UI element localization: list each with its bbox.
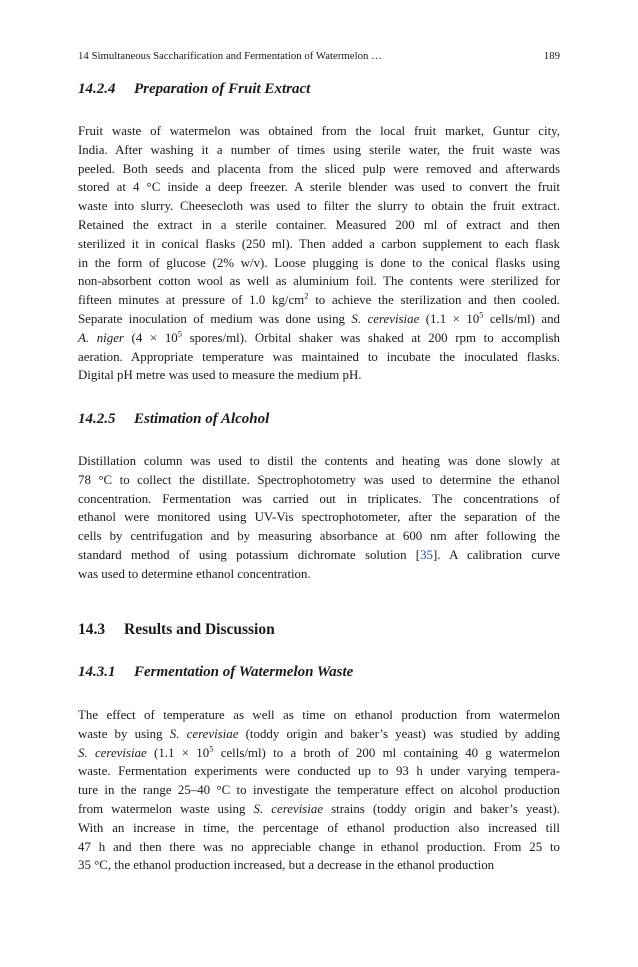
text-line: waste. Fermentation experiments were conducted up to 93 h under varying tempera-	[78, 764, 560, 779]
citation-link[interactable]: 35	[420, 547, 433, 562]
section-number: 14.2.4	[78, 81, 116, 97]
text-line: cells by centrifugation and by measuring absorbance at 600 nm after following the	[78, 529, 560, 544]
text-line: stored at 4 °C inside a deep freezer. A sterile blender was used to convert the fruit	[78, 180, 560, 195]
text-line: Fruit waste of watermelon was obtained from the local fruit market, Guntur city,	[78, 124, 560, 138]
text-line: waste into slurry. Cheesecloth was used to filter the slurry to obtain the fruit extract.	[78, 199, 560, 214]
section-heading-14-2-4	[78, 81, 310, 98]
paragraph-fermentation	[78, 706, 560, 875]
paragraph-fruit-extract	[78, 122, 560, 385]
section-heading-14-3-1	[78, 664, 353, 681]
text-line: S. cerevisiae ($1.1 \times 10^5$ cells/ml) to a broth of 200 ml containing 40 g watermelon	[78, 743, 560, 760]
text-line: A. niger ($4 \times 10^5$ spores/ml). Orbital shaker was shaked at 200 rpm to accomplish	[78, 328, 560, 345]
text-line: India. After washing it a number of times using sterile water, the fruit waste was	[78, 142, 560, 157]
text-line: With an increase in time, the percentage of ethanol production also increased till	[78, 820, 560, 835]
text-line: standard method of using potassium dichromate solution [35]. A calibration curve	[78, 547, 560, 562]
paragraph-alcohol-estimation	[78, 452, 560, 584]
section-number: 14.3	[78, 621, 106, 638]
text-line: ethanol were monitored using UV-Vis spectrophotometer, after the separation of the	[78, 510, 560, 525]
text-line: Distillation column was used to distil the contents and heating was done slowly at	[78, 454, 560, 468]
running-header	[78, 50, 560, 62]
text-line: non-absorbent cotton wool as well as aluminium foil. The contents were sterilized for	[78, 274, 560, 289]
section-title: Results and Discussion	[124, 621, 275, 638]
text-line: ture in the range 25–40 °C to investigate the temperature effect on alcohol production	[78, 783, 560, 798]
page-number: 189	[543, 50, 560, 62]
section-title: Fermentation of Watermelon Waste	[134, 664, 354, 680]
section-number: 14.3.1	[78, 664, 116, 680]
section-number: 14.2.5	[78, 411, 116, 427]
section-title: Estimation of Alcohol	[134, 411, 270, 427]
text-line: concentration. Fermentation was carried out in triplicates. The concentrations of	[78, 491, 560, 506]
chapter-title: 14 Simultaneous Saccharification and Fermentation of Watermelon …	[78, 50, 382, 62]
text-line: The effect of temperature as well as time on ethanol production from watermelon	[78, 708, 560, 722]
text-line: peeled. Both seeds and placenta from the sliced pulp were removed and afterwards	[78, 161, 560, 176]
text-line: aeration. Appropriate temperature was maintained to incubate the inoculated flasks.	[78, 349, 560, 364]
text-line: 35 °C, the ethanol production increased, but a decrease in the ethanol production	[78, 858, 495, 873]
section-heading-14-2-5	[78, 411, 269, 428]
text-line: in the form of glucose (2% w/v). Loose plugging is done to the conical flasks using	[78, 255, 560, 270]
text-line: was used to determine ethanol concentration.	[78, 566, 311, 581]
text-line: waste by using S. cerevisiae (toddy origin and baker’s yeast) was studied by adding	[78, 726, 560, 741]
text-line: 78 °C to collect the distillate. Spectrophotometry was used to determine the ethanol	[78, 472, 560, 487]
section-heading-14-3	[78, 621, 275, 639]
text-line: 47 h and then there was no appreciable change in ethanol production. From 25 to	[78, 839, 560, 854]
text-line: sterilized it in conical flasks (250 ml). Then added a carbon supplement to each flask	[78, 236, 560, 251]
text-line: Digital pH metre was used to measure the medium pH.	[78, 368, 362, 383]
section-title: Preparation of Fruit Extract	[134, 81, 311, 97]
text-line: Retained the extract in a sterile container. Measured 200 ml of extract and then	[78, 217, 560, 232]
text-line: Separate inoculation of medium was done using S. cerevisiae ($1.1 \times 10^5$ cells/ml) and	[78, 309, 560, 326]
text-line: fifteen minutes at pressure of 1.0 $kg/cm^2$ to achieve the sterilization and then cooled.	[78, 290, 561, 308]
text-line: from watermelon waste using S. cerevisiae strains (toddy origin and baker’s yeast).	[78, 801, 560, 816]
